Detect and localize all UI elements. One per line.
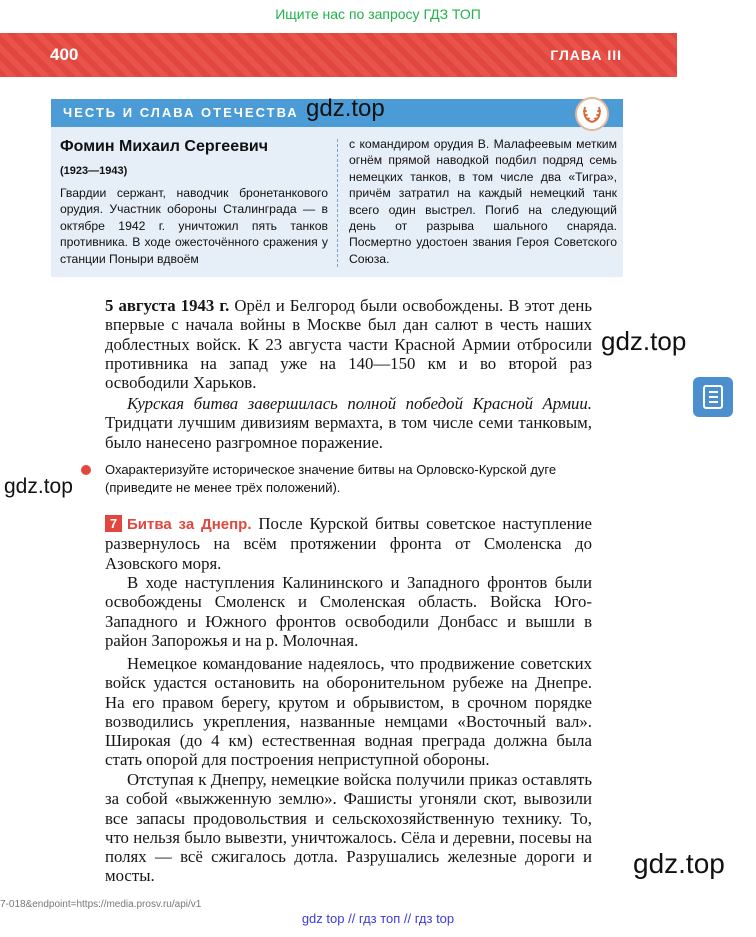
document-list-icon [703, 385, 723, 409]
question-prompt: Охарактеризуйте историческое значение битвы на Орловско-Курской дуге (приведите не менее трёх положений). [105, 462, 557, 495]
watermark: gdz.top [4, 475, 73, 498]
watermark: gdz.top [601, 326, 687, 356]
section-title: Битва за Днепр. [127, 516, 252, 533]
bottom-links[interactable]: gdz top // гдз топ // гдз top [301, 911, 455, 926]
hero-years: (1923—1943) [60, 165, 128, 177]
watermark: gdz.top [633, 848, 725, 879]
date-heading: 5 августа 1943 г. [105, 296, 230, 315]
bullet-dot-icon [81, 465, 91, 475]
hero-card [51, 99, 623, 277]
page-number: 400 [50, 45, 79, 64]
section-number-badge: 7 [105, 515, 122, 532]
laurel-medal-icon [575, 97, 609, 131]
italic-statement: Курская битва завершилась полной победой Красной Армии. [127, 394, 592, 413]
top-search-hint[interactable]: Ищите нас по запросу ГДЗ ТОП [275, 6, 481, 22]
paragraph-german-command: Немецкое командование надеялось, что продвижение советских войск удастся остановить на оборонительном рубеже на Днепре. На его правом берегу, крутом и обрывистом, в срочном порядке возводились укрепления, названные немцами «Восточный вал». Широкая (до 4 км) естественная водная преграда должна была стать опорой для построения неприступной обороны. [105, 654, 592, 770]
url-fragment: 7-018&endpoint=https://media.prosv.ru/api/v1 [0, 899, 202, 910]
paragraph-offensive: В ходе наступления Калининского и Западного фронтов были освобождены Смоленск и Смоленская область. Войска Юго-Западного и Южного фронтов освободили Донбасс и вышли в район Запорожья и на р. Молочная. [105, 573, 592, 650]
chapter-label: ГЛАВА III [550, 47, 622, 63]
paragraph-text: Орёл и Белгород были освобождены. В этот день впервые с начала войны в Москве был дан салют в честь наших доблестных войск. К 23 августа части Красной Армии отбросили противника на запад уже на 140—150 км и во второй раз освободили Харьков. [105, 296, 592, 393]
section-dnieper-intro [105, 514, 592, 573]
paragraph-august-1943 [105, 296, 592, 392]
watermark: gdz.top [306, 95, 385, 122]
page-header [0, 33, 677, 77]
hero-bio-column-2: с командиром орудия В. Малафеевым метким огнём прямой наводкой подбил подряд семь немецких танков, в том числе два «Тигра», причём затратил на каждый немецкий танк всего один выстрел. Погиб на следующий день от разрыва шального снаряда. Посмертно удостоен звания Героя Советского Союза. [349, 137, 617, 266]
hero-card-title: ЧЕСТЬ И СЛАВА ОТЕЧЕСТВА [63, 105, 299, 120]
hero-bio-column-1: Гвардии сержант, наводчик бронетанкового орудия. Участник обороны Сталинграда — в октябре 1942 г. уничтожил пять танков противника. В ходе ожесточённого сражения у станции Поныри вдвоём [60, 186, 328, 266]
hero-name: Фомин Михаил Сергеевич [60, 138, 269, 155]
paragraph-text: После Курской битвы советское наступление развернулось на всём протяжении фронта от Смоленска до Азовского моря. [105, 514, 592, 573]
paragraph-kursk-result [105, 394, 592, 452]
paragraph-text: Тридцати лучшим дивизиям вермахта, в том числе семи танковым, было нанесено разгромное поражение. [105, 413, 592, 452]
paragraph-scorched-earth: Отступая к Днепру, немецкие войска получили приказ оставлять за собой «выжженную землю». Фашисты угоняли скот, вывозили все запасы продовольствия и сельскохозяйственную технику. То, что нельзя было вывезти, уничтожалось. Сёла и деревни, посевы на полях — всё сжигалось дотла. Разрушались железные дороги и мосты. [105, 770, 592, 886]
column-divider [337, 139, 338, 267]
document-list-button[interactable] [693, 377, 733, 417]
